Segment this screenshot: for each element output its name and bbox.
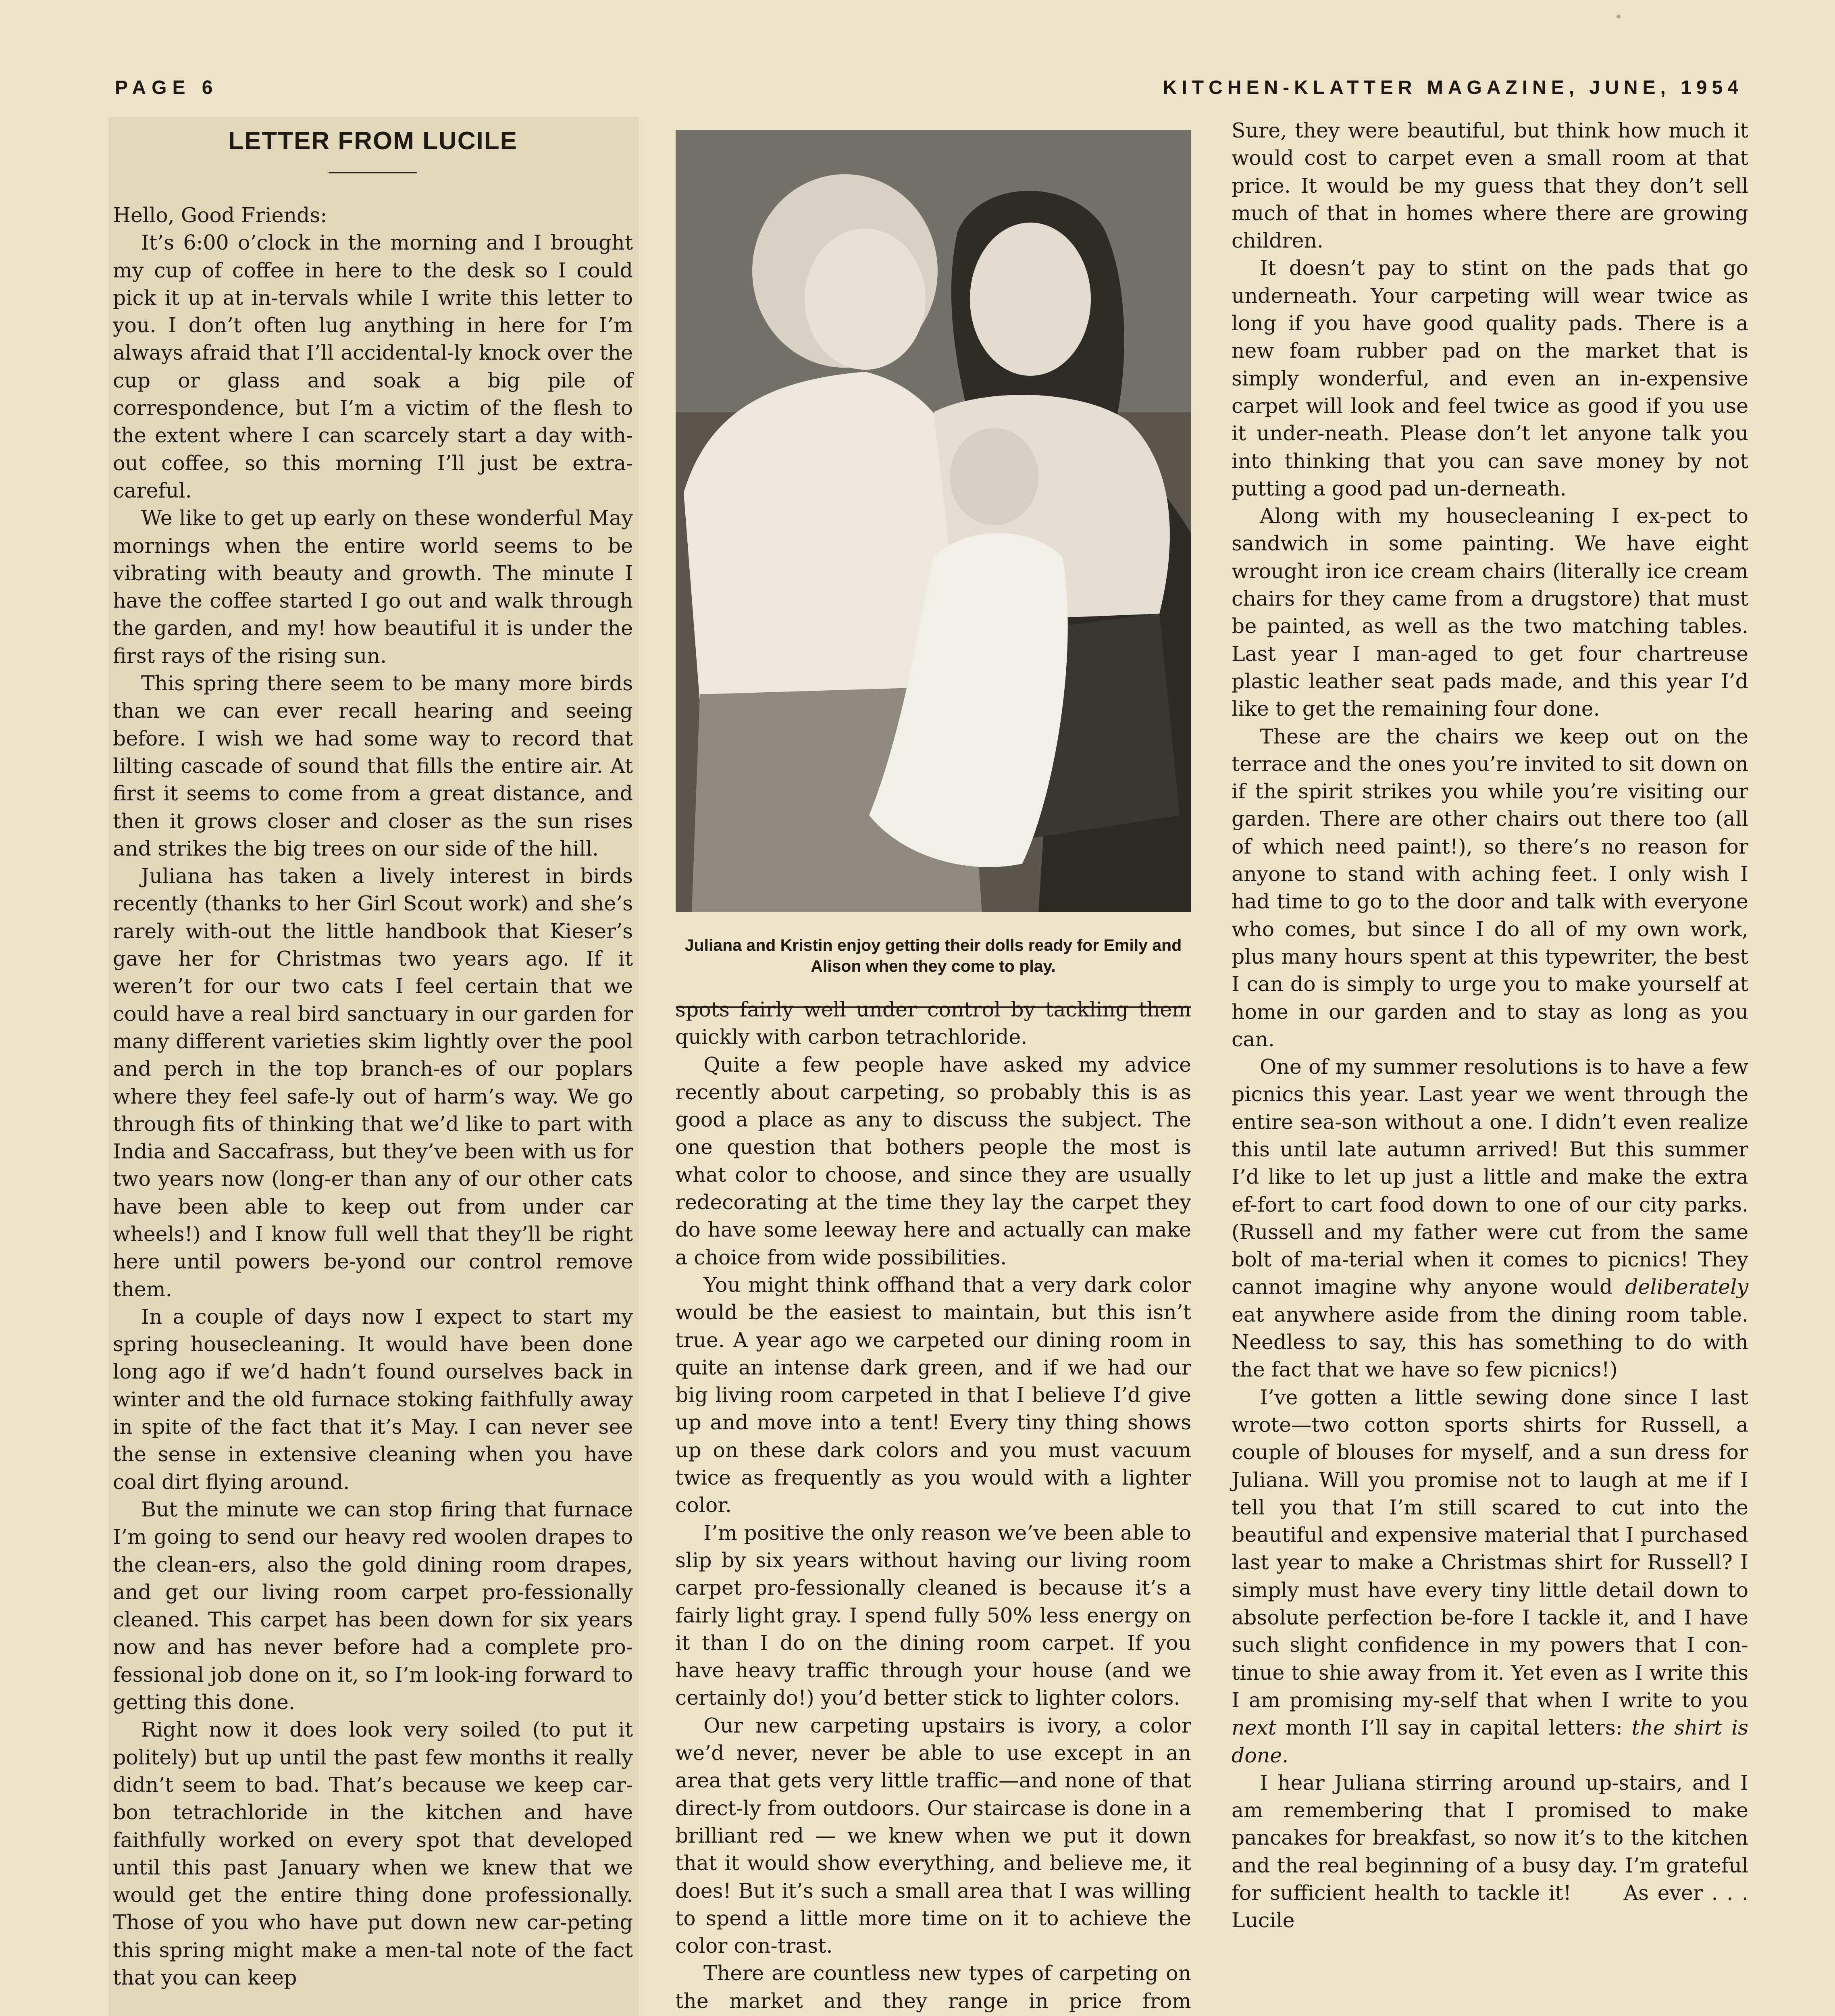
column-2: [675, 996, 1191, 2016]
greeting: Hello, Good Friends:: [113, 203, 327, 227]
photograph-girls-with-doll-icon: [676, 130, 1191, 912]
paragraph: I’m positive the only reason we’ve been able to slip by six years without having our living room carpet pro-fessionally cleaned is because it’s a fairly light gray. I spend fully 50% less energy on it than I do on the dining room carpet. If you have heavy traffic through your house (and we certainly do!) you’d better stick to lighter colors.: [675, 1520, 1191, 1710]
text-run: I hear Juliana stirring around up-stairs, and I am remembering that I promised to make pancakes for breakfast, so now it’s to the kitchen and the real beginning of a busy day. I’m grateful for sufficient health to tackle it!: [1232, 1770, 1748, 1905]
column-1: [113, 117, 633, 1991]
photo: [676, 130, 1191, 912]
paragraph: We like to get up early on these wonderful May mornings when the entire world seems to be vibrating with beauty and growth. The minute I have the coffee started I go out and walk through the garden, and my! how beautiful it is under the first rays of the rising sun.: [113, 506, 633, 668]
paragraph: Juliana has taken a lively interest in birds recently (thanks to her Girl Scout work) and she’s rarely with-out the little handbook that Kieser’s gave her for Christmas two years ago. If it weren’t for our two cats I feel certain that we could have a real bird sanctuary in our garden for many different varieties skim lightly over the pool and perch in the top branch-es of our poplars where they feel safe-ly out of harm’s way. We go through fits of thinking that we’d like to part with India and Saccafrass, but they’ve been with us for two years now (long-er than any of our other cats have been able to keep out from under car wheels!) and I know full well that they’ll be right here until powers be-yond our control remove them.: [113, 864, 633, 1301]
paragraph: Sure, they were beautiful, but think how much it would cost to carpet even a small room at that price. It would be my guess that they don’t sell much of that in homes where there are growing children.: [1232, 119, 1748, 253]
paragraph: It’s 6:00 o’clock in the morning and I brought my cup of coffee in here to the desk so I could pick it up at in-tervals while I write this letter to you. I don’t often lug anything in here for I’m always afraid that I’ll accidental-ly knock over the cup or glass and soak a big pile of correspondence, but I’m a victim of the flesh to the extent where I can scarcely start a day with-out coffee, so this morning I’ll just be extra-careful.: [113, 231, 633, 502]
text-run: One of my summer resolutions is to have a few picnics this year. Last year we went through the entire sea-son without a one. I didn’t even realize this until late autumn arrived! But this summer I’d like to let up just a little and make the extra ef-fort to cart food down to one of our city parks. (Russell and my father were cut from the same bolt of ma-terial when it comes to picnics! They cannot imagine why anyone would: [1232, 1055, 1748, 1299]
column-3: [1232, 117, 1748, 1935]
paragraph: [1232, 1384, 1748, 1769]
paragraph: But the minute we can stop firing that furnace I’m going to send our heavy red woolen drapes to the clean-ers, also the gold dining room drapes, and get our living room carpet pro-fessionally cleaned. This carpet has been down for six years now and has never before had a complete pro-fessional job done on it, so I’m look-ing forward to getting this done.: [113, 1497, 633, 1714]
paragraph: Right now it does look very soiled (to put it politely) but up until the past few months it really didn’t seem to bad. That’s because we keep car-bon tetrachloride in the kitchen and have faithfully worked on every spot that developed until this past January when we knew that we would get the entire thing done professionally. Those of you who have put down new car-peting this spring might make a men-tal note of the fact that you can keep: [113, 1718, 633, 1989]
paragraph: spots fairly well under control by tackling them quickly with carbon tetrachloride.: [675, 998, 1191, 1049]
signature: As ever . . . Lucile: [1232, 1881, 1748, 1933]
masthead: KITCHEN-KLATTER MAGAZINE, JUNE, 1954: [1163, 77, 1743, 98]
paragraph: [1232, 1769, 1748, 1935]
paragraph: It doesn’t pay to stint on the pads that go underneath. Your carpeting will wear twice as long if you have good quality pads. There is a new foam rubber pad on the market that is simply wonderful, and even an in-expensive carpet will look and feel twice as good if you use it under-neath. Please don’t let anyone talk you into thinking that you can save money by not putting a good pad un-derneath.: [1232, 256, 1748, 500]
paragraph: There are countless new types of carpeting on the market and they range in price from: [675, 1961, 1191, 2013]
italic-run: the shirt is done.: [1232, 1716, 1748, 1767]
paragraph: [1232, 1053, 1748, 1384]
paragraph: Quite a few people have asked my advice recently about carpeting, so probably this is as good a place as any to discuss the subject. The one question that bothers people the most is what color to choose, and since they are usually redecorating at the time they lay the carpet they do have some leeway here and actually can make a choice from wide possibilities.: [675, 1052, 1191, 1269]
paragraph: You might think offhand that a very dark color would be the easiest to maintain, but this isn’t true. A year ago we carpeted our dining room in quite an intense dark green, and if we had our big living room carpeted in that I believe I’d give up and move into a tent! Every tiny thing shows up on these dark colors and you must vacuum twice as frequently as you would with a lighter color.: [675, 1272, 1191, 1517]
paragraph: These are the chairs we keep out on the terrace and the ones you’re invited to sit down on if the spirit strikes you while you’re visiting our garden. There are other chairs out there too (all of which need paint!), so there’s no reason for anyone to stand with aching feet. I only wish I had time to go to the door and talk with everyone who comes, but since I do all of my own work, plus many hours spent at this typewriter, the best I can do is simply to urge you to make yourself at home in our garden and to stay as long as you can.: [1232, 724, 1748, 1051]
italic-run: deliberately: [1625, 1275, 1748, 1299]
page-label: PAGE 6: [115, 77, 218, 98]
text-run: I’ve gotten a little sewing done since I last wrote—two cotton sports shirts for Russell, a couple of blouses for myself, and a sun dress for Juliana. Will you promise not to laugh at me if I tell you that I’m still scared to cut into the beautiful and expensive material that I purchased last year to make a Christmas shirt for Russell? I simply must have every tiny little detail down to absolute perfection be-fore I tackle it, and I have such slight confidence in my powers that I con-tinue to shie away from it. Yet even as I write this I am promising my-self that when I write to you: [1232, 1385, 1748, 1712]
paragraph: This spring there seem to be many more birds than we can ever recall hearing and seeing before. I wish we had some way to record that lilting cascade of sound that fills the entire air. At first it seems to come from a great distance, and then it grows closer and closer as the sun rises and strikes the big trees on our side of the hill.: [113, 671, 633, 860]
text-run: eat anywhere aside from the dining room table. Needless to say, this has something to do with the fact that we have so few picnics!): [1232, 1302, 1748, 1382]
photo-caption: Juliana and Kristin enjoy getting their dolls ready for Emily and Alison when they come to play.: [684, 936, 1182, 975]
paragraph: Our new carpeting upstairs is ivory, a color we’d never, never be able to use except in an area that gets very little traffic—and none of that direct-ly from outdoors. Our staircase is done in a brilliant red — we knew when we put it down that it would show everything, and believe me, it does! But it’s such a small area that I was willing to spend a little more time on it to achieve the color con-trast.: [675, 1713, 1191, 1958]
paper-speck: [1617, 15, 1621, 19]
article-title: LETTER FROM LUCILE: [228, 127, 518, 155]
title-rule: [329, 172, 417, 173]
paragraph: Along with my housecleaning I ex-pect to sandwich in some painting. We have eight wrought iron ice cream chairs (literally ice cream chairs for they came from a drugstore) that must be painted, as well as the two matching tables. Last year I man-aged to get four chartreuse plastic leather seat pads made, and this year I’d like to get the remaining four done.: [1232, 504, 1748, 721]
paragraph: In a couple of days now I expect to start my spring housecleaning. It would have been done long ago if we’d hadn’t found ourselves back in winter and the old furnace stoking faithfully away in spite of the fact that it’s May. I can never see the sense in extensive cleaning when you have coal dirt flying around.: [113, 1304, 633, 1494]
text-run: month I’ll say in capital letters:: [1285, 1716, 1623, 1740]
italic-run: next: [1232, 1716, 1277, 1740]
